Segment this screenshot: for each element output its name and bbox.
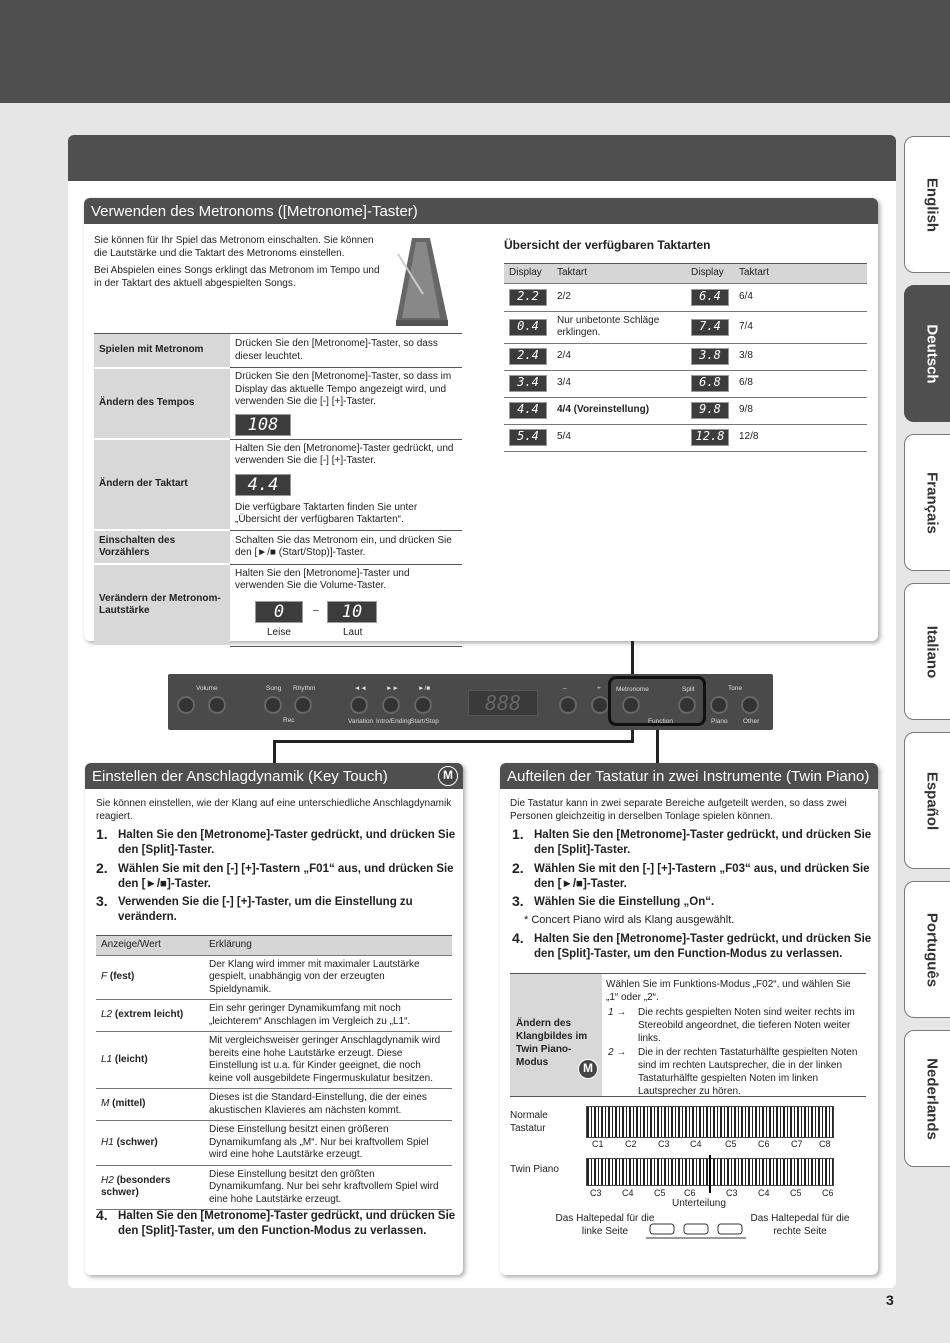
- volume-max-display: 10: [327, 601, 377, 623]
- note-label: C5: [725, 1139, 737, 1149]
- setting-code: H1: [101, 1136, 114, 1148]
- intro-text: Sie können einstellen, wie der Klang auf eine unterschiedliche Anschlagdynamik reagiert.: [96, 798, 452, 822]
- twin-keyboard-label: Twin Piano: [510, 1164, 559, 1175]
- forward-button[interactable]: [382, 696, 400, 714]
- intro-text: Bei Abspielen eines Songs erklingt das Metronom im Tempo und in der Taktart des aktuell abgespielten Songs.: [94, 265, 380, 289]
- setting-code: H2: [101, 1174, 114, 1186]
- box-label: Ändern des Klangbildes im Twin Piano-Modus: [516, 1018, 588, 1068]
- panel-label: Song: [266, 685, 282, 692]
- setting-code: M: [101, 1098, 110, 1110]
- panel-label: Start/Stop: [410, 718, 439, 725]
- step-text: Wählen Sie mit den [-] [+]-Tastern „F01“ aus, und drücken Sie den [►/■]-Taster.: [118, 863, 454, 890]
- piano-button[interactable]: [710, 696, 728, 714]
- panel-label: Tone: [728, 685, 743, 692]
- tab-english[interactable]: [904, 136, 950, 273]
- beat-value: 3/4: [552, 370, 686, 397]
- row-desc: Drücken Sie den [Metronome]-Taster, so dass im Display das aktuelle Tempo angezeigt wird, und verwenden Sie die [-] [+]-Taster.: [235, 371, 452, 407]
- beat-value: 4/4 (Voreinstellung): [552, 397, 686, 424]
- beat-value: 2/2: [552, 283, 686, 311]
- setting-desc: Diese Einstellung besitzt einen größeren Dynamikumfang als „M“. Nur bei kraftvollem Spiel wird eine hohe Lautstärke erzeugt.: [204, 1121, 452, 1166]
- panel-label: Rhythm: [293, 685, 316, 692]
- step-number: 4.: [512, 930, 524, 946]
- tab-label: Italiano: [923, 625, 941, 679]
- row-label: Verändern der Metronom-Lautstärke: [94, 564, 230, 646]
- panel-label: Function: [648, 718, 673, 725]
- row-label: Ändern der Taktart: [94, 439, 230, 530]
- step-number: 3.: [512, 893, 524, 909]
- beat-value: 12/8: [734, 424, 867, 451]
- row-desc: Die verfügbare Taktarten finden Sie unter „Übersicht der verfügbaren Taktarten“.: [235, 501, 418, 525]
- section-title: Verwenden des Metronoms ([Metronome]-Taster): [84, 198, 878, 224]
- panel-label: ►/■: [418, 685, 431, 692]
- tempo-display: 108: [235, 414, 291, 436]
- beat-value: 6/8: [734, 370, 867, 397]
- beat-value: 7/4: [734, 311, 867, 343]
- note-label: C3: [590, 1188, 602, 1198]
- setting-desc: Ein sehr geringer Dynamikumfang mit noch „leichterem“ Anschlagen im Vergleich zu „L1“.: [204, 1000, 452, 1032]
- tab-label: Deutsch: [923, 324, 941, 384]
- panel-label: +: [597, 685, 601, 692]
- step-text: Halten Sie den [Metronome]-Taster gedrückt, und drücken Sie den [Split]-Taster, um den Function-Modus zu verlassen.: [118, 1210, 456, 1237]
- volume-min-label: Leise: [267, 626, 291, 638]
- step-number: 2.: [96, 860, 108, 876]
- tab-label: Português: [923, 912, 941, 988]
- sound-mode-box: [510, 973, 866, 1097]
- metronome-icon: [390, 234, 454, 330]
- volume-min-display: 0: [255, 601, 303, 623]
- beat-value: 3/8: [734, 343, 867, 370]
- note-label: C4: [758, 1188, 770, 1198]
- panel-label: Variation: [348, 718, 374, 725]
- setting-name: (mittel): [112, 1098, 146, 1110]
- note-label: C8: [819, 1139, 831, 1149]
- panel-label: Metronome: [616, 686, 649, 693]
- beat-display: 12.8: [691, 429, 729, 446]
- start-stop-button[interactable]: [414, 696, 432, 714]
- normal-keyboard-image: [586, 1106, 834, 1138]
- setting-name: (besonders schwer): [101, 1174, 171, 1199]
- note-label: C7: [791, 1139, 803, 1149]
- step-number: 2.: [512, 860, 524, 876]
- split-label: Unterteilung: [672, 1198, 726, 1209]
- rhythm-button[interactable]: [294, 696, 312, 714]
- panel-label: Rec: [283, 717, 295, 724]
- panel-label: Intro/Ending: [376, 718, 412, 725]
- setting-desc: Der Klang wird immer mit maximaler Lautstärke gespielt, unabhängig von der erzeugten Spieldynamik.: [204, 955, 452, 1000]
- step-text: Wählen Sie mit den [-] [+]-Tastern „F03“ aus, und drücken Sie den [►/■]-Taster.: [534, 863, 870, 890]
- tab-francais[interactable]: [904, 434, 950, 571]
- intro-text: Sie können für Ihr Spiel das Metronom einschalten. Sie können die Lautstärke und die Taktart des Metronoms einstellen.: [94, 235, 374, 259]
- step-number: 3.: [96, 893, 108, 909]
- row-desc: Halten Sie den [Metronome]-Taster gedrückt, und verwenden Sie die [-] [+]-Taster.: [235, 442, 454, 466]
- page-number: 3: [886, 1292, 894, 1308]
- note-label: C6: [684, 1188, 696, 1198]
- volume-max-label: Laut: [343, 626, 363, 638]
- metronome-section: [84, 198, 878, 641]
- pedal-right-label: Das Haltepedal für die rechte Seite: [750, 1213, 850, 1237]
- setting-code: L2: [101, 1009, 113, 1021]
- step-text: Wählen Sie die Einstellung „On“.: [534, 896, 715, 908]
- overview-title: Übersicht der verfügbaren Taktarten: [504, 238, 711, 252]
- intro-text: Die Tastatur kann in zwei separate Bereiche aufgeteilt werden, so dass zwei Personen gleichzeitig in derselben Tonlage spielen können.: [510, 798, 847, 822]
- connector-line: [631, 641, 634, 675]
- section-title: Einstellen der Anschlagdynamik (Key Touch): [85, 763, 463, 789]
- beat-display: 9.8: [691, 402, 729, 419]
- metronome-button[interactable]: [622, 696, 640, 714]
- option-key: 1 →: [608, 1007, 627, 1018]
- row-label: Spielen mit Metronom: [94, 334, 230, 368]
- note-label: C5: [790, 1188, 802, 1198]
- panel-label: Piano: [711, 718, 728, 725]
- setting-desc: Diese Einstellung besitzt den größten Dynamikumfang. Nur bei sehr kraftvollem Spiel wird eine hohe Lautstärke erzeugt.: [204, 1165, 452, 1210]
- tab-label: English: [923, 177, 941, 233]
- beat-value: 6/4: [734, 283, 867, 311]
- beat-display: 6.4: [691, 289, 729, 306]
- note-text: * Concert Piano wird als Klang ausgewählt.: [524, 914, 735, 926]
- connector-line: [656, 728, 659, 764]
- panel-label: Volume: [196, 685, 218, 692]
- top-header-bar: [0, 0, 950, 103]
- option-desc: Die rechts gespielten Noten sind weiter rechts im Stereobild angeordnet, die tieferen Noten weiter links.: [638, 1007, 855, 1044]
- note-label: C6: [758, 1139, 770, 1149]
- beat-display: 4.4: [509, 402, 547, 419]
- panel-label: Split: [682, 686, 695, 693]
- beat-display: 6.8: [691, 375, 729, 392]
- pedal-icon: [646, 1218, 746, 1242]
- plus-button[interactable]: [591, 696, 609, 714]
- col-header: Anzeige/Wert: [96, 936, 204, 956]
- panel-label: –: [563, 685, 567, 692]
- section-header-bar: [68, 135, 896, 181]
- split-button[interactable]: [678, 696, 696, 714]
- setting-name: (fest): [109, 971, 135, 982]
- tab-espanol[interactable]: [904, 732, 950, 869]
- beat-value: Nur unbetonte Schläge erklingen.: [552, 311, 686, 343]
- option-key: 2 →: [608, 1047, 627, 1058]
- section-title: Aufteilen der Tastatur in zwei Instrumente (Twin Piano): [500, 763, 878, 789]
- tab-label: Español: [923, 771, 941, 831]
- rewind-button[interactable]: [350, 696, 368, 714]
- tab-label: Français: [923, 472, 941, 534]
- beat-display: 7.4: [691, 319, 729, 336]
- beat-display: 5.4: [509, 429, 547, 446]
- panel-label: ►►: [386, 685, 399, 692]
- panel-label: Other: [743, 718, 760, 725]
- step-number: 1.: [96, 826, 108, 842]
- row-desc: Schalten Sie das Metronom ein, und drücken Sie den [►/■ (Start/Stop)]-Taster.: [230, 530, 462, 564]
- note-label: C4: [690, 1139, 702, 1149]
- note-label: C3: [726, 1188, 738, 1198]
- step-text: Halten Sie den [Metronome]-Taster gedrückt, und drücken Sie den [Split]-Taster.: [534, 829, 872, 856]
- beat-value: 2/4: [552, 343, 686, 370]
- tab-portugues[interactable]: [904, 881, 950, 1018]
- col-header: Erklärung: [204, 936, 452, 956]
- note-label: C2: [625, 1139, 637, 1149]
- setting-name: (extrem leicht): [114, 1009, 184, 1021]
- mode-badge: M: [578, 1059, 598, 1079]
- beat-display: 2.2: [509, 289, 547, 306]
- col-header: Taktart: [552, 264, 686, 284]
- step-text: Halten Sie den [Metronome]-Taster gedrückt, und drücken Sie den [Split]-Taster, um den Function-Modus zu verlassen.: [534, 933, 872, 960]
- note-label: C3: [658, 1139, 670, 1149]
- volume-down-button[interactable]: [177, 696, 195, 714]
- tab-nederlands[interactable]: [904, 1030, 950, 1167]
- tab-label: Nederlands: [923, 1058, 941, 1140]
- beat-value: 9/8: [734, 397, 867, 424]
- setting-code: L1: [101, 1053, 113, 1065]
- beat-value: 5/4: [552, 424, 686, 451]
- option-desc: Die in der rechten Tastaturhälfte gespielten Noten sind im rechten Lautsprecher, die in der linken Tastaturhälfte gespielten Noten im linken Lautsprecher zu hören.: [638, 1047, 858, 1097]
- col-header: Display: [686, 264, 734, 284]
- step-number: 4.: [96, 1207, 108, 1223]
- row-desc: Drücken Sie den [Metronome]-Taster, so dass dieser leuchtet.: [230, 334, 462, 368]
- pedal-left-label: Das Haltepedal für die linke Seite: [555, 1213, 655, 1237]
- key-touch-table: [96, 935, 452, 1210]
- minus-button[interactable]: [559, 696, 577, 714]
- box-intro: Wählen Sie im Funktions-Modus „F02“, und wählen Sie „1“ oder „2“.: [606, 979, 851, 1003]
- other-button[interactable]: [741, 696, 759, 714]
- beat-display: 3.8: [691, 348, 729, 365]
- setting-name: (leicht): [114, 1053, 148, 1065]
- col-header: Display: [504, 264, 552, 284]
- panel-label: ◄◄: [354, 685, 367, 692]
- setting-desc: Dieses ist die Standard-Einstellung, die der eines akustischen Klavieres am nächsten kommt.: [204, 1089, 452, 1121]
- volume-up-button[interactable]: [208, 696, 226, 714]
- row-desc: Halten Sie den [Metronome]-Taster und verwenden Sie die Volume-Taster.: [235, 567, 410, 591]
- range-dash: –: [313, 604, 319, 616]
- beat-display: 2.4: [509, 348, 547, 365]
- step-text: Verwenden Sie die [-] [+]-Taster, um die Einstellung zu verändern.: [118, 896, 413, 923]
- setting-code: F: [101, 971, 108, 982]
- piano-control-panel: [168, 674, 773, 730]
- note-label: C6: [822, 1188, 834, 1198]
- tab-italiano[interactable]: [904, 583, 950, 720]
- panel-display: 888: [468, 690, 538, 716]
- beat-display: 3.4: [509, 375, 547, 392]
- normal-keyboard-label: Normale Tastatur: [510, 1110, 548, 1134]
- beat-display: 0.4: [509, 319, 547, 336]
- step-text: Halten Sie den [Metronome]-Taster gedrückt, und drücken Sie den [Split]-Taster.: [118, 829, 456, 856]
- note-label: C5: [654, 1188, 666, 1198]
- row-label: Ändern des Tempos: [94, 368, 230, 440]
- connector-line: [273, 740, 634, 743]
- row-label: Einschalten des Vorzählers: [94, 530, 230, 564]
- twin-piano-section: [500, 763, 878, 1275]
- song-button[interactable]: [264, 696, 282, 714]
- setting-desc: Mit vergleichsweiser geringer Anschlagdynamik wird bereits eine hohe Lautstärke erzeugt. Diese Einstellung ist u.a. für Kinder geeignet, die noch keine voll ausgebildete Fingermuskulatur besitzen.: [204, 1032, 452, 1089]
- step-number: 1.: [512, 826, 524, 842]
- tab-deutsch[interactable]: [904, 285, 950, 422]
- setting-name: (schwer): [116, 1136, 158, 1148]
- beat-display: 4.4: [235, 474, 291, 496]
- key-touch-section: [85, 763, 463, 1275]
- col-header: Taktart: [734, 264, 867, 284]
- mode-badge: M: [438, 766, 458, 786]
- note-label: C1: [592, 1139, 604, 1149]
- metronome-table: [94, 333, 462, 647]
- note-label: C4: [622, 1188, 634, 1198]
- beat-overview-table: [504, 263, 867, 452]
